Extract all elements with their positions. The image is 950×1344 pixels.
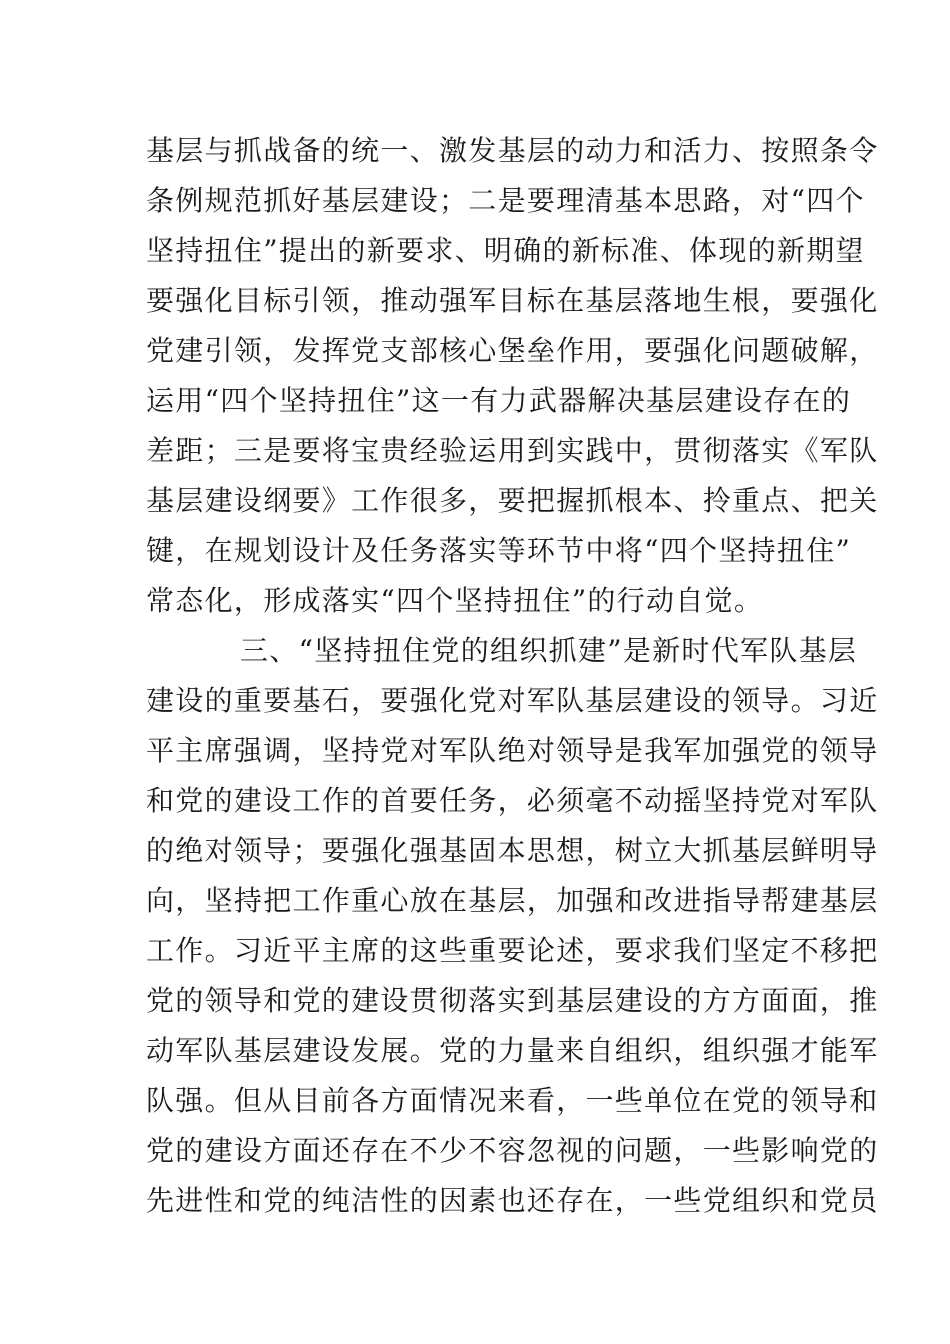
text-line: 基层建设纲要》工作很多，要把握抓根本、拎重点、把关 <box>146 484 879 517</box>
text-line: 党的领导和党的建设贯彻落实到基层建设的方方面面，推 <box>146 984 879 1017</box>
text-line: 平主席强调，坚持党对军队绝对领导是我军加强党的领导 <box>146 734 879 767</box>
text-line: 党建引领，发挥党支部核心堡垒作用，要强化问题破解， <box>146 334 879 367</box>
text-line: 的绝对领导；要强化强基固本思想，树立大抓基层鲜明导 <box>146 834 879 867</box>
text-line: 要强化目标引领，推动强军目标在基层落地生根，要强化 <box>146 284 879 317</box>
text-line: 工作。习近平主席的这些重要论述，要求我们坚定不移把 <box>146 934 879 967</box>
text-line: 和党的建设工作的首要任务，必须毫不动摇坚持党对军队 <box>146 784 879 817</box>
text-line: 差距；三是要将宝贵经验运用到实践中，贯彻落实《军队 <box>146 434 879 467</box>
text-line: 常态化，形成落实“四个坚持扭住”的行动自觉。 <box>146 584 764 617</box>
text-line: 动军队基层建设发展。党的力量来自组织，组织强才能军 <box>146 1034 879 1067</box>
text-line: 坚持扭住”提出的新要求、明确的新标准、体现的新期望 <box>146 234 865 267</box>
text-line: 运用“四个坚持扭住”这一有力武器解决基层建设存在的 <box>146 384 852 417</box>
text-line: 基层与抓战备的统一、激发基层的动力和活力、按照条令 <box>146 134 879 167</box>
body-text <box>146 126 879 1226</box>
text-line: 建设的重要基石，要强化党对军队基层建设的领导。习近 <box>146 684 879 717</box>
paragraph-start-line: 三、“坚持扭住党的组织抓建”是新时代军队基层 <box>240 634 858 667</box>
text-line: 队强。但从目前各方面情况来看，一些单位在党的领导和 <box>146 1084 879 1117</box>
text-line: 键，在规划设计及任务落实等环节中将“四个坚持扭住” <box>146 534 852 567</box>
text-line: 条例规范抓好基层建设；二是要理清基本思路，对“四个 <box>146 184 865 217</box>
text-line: 向，坚持把工作重心放在基层，加强和改进指导帮建基层 <box>146 884 879 917</box>
text-line: 先进性和党的纯洁性的因素也还存在，一些党组织和党员 <box>146 1184 879 1217</box>
text-line: 党的建设方面还存在不少不容忽视的问题，一些影响党的 <box>146 1134 879 1167</box>
